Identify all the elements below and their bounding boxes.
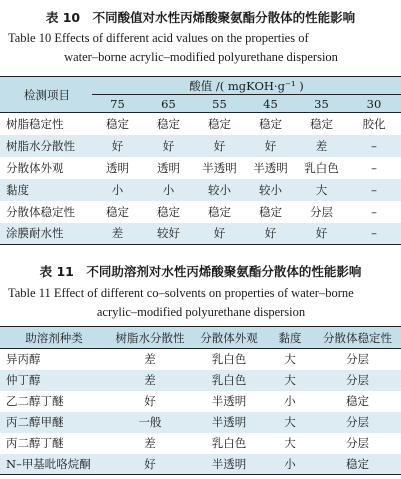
table-cell: – [347,135,401,157]
table-row [0,349,401,370]
table-cell: 差 [144,436,156,450]
table-cell: 半透明 [211,394,247,408]
table11-solvent: 仲丁醇 [0,370,108,391]
table-cell: 好 [194,135,245,157]
table10-item: 分散体稳定性 [6,204,75,219]
table10-col-header: 75 [92,95,143,113]
table-cell: 乳白色 [211,352,247,367]
table11-caption-cn: 表 11 不同助溶剂对水性丙烯酸聚氨酯分散体的性能影响 [39,264,362,279]
table-cell: 大 [284,436,296,450]
table-cell: 稳定 [106,204,129,219]
table-cell: 半透明 [253,160,288,175]
table-cell: 好 [144,394,156,408]
table10-col-header: 30 [347,95,401,113]
table10-item: 黏度 [0,179,92,201]
table-cell: 稳定 [208,204,231,219]
table-row [0,135,401,157]
table-cell: 透明 [157,160,180,175]
table10-caption-en-line1: Table 10 Effects of different acid values on the properties of [8,31,309,45]
table-cell: 稳定 [346,394,369,408]
table10-item: 涂膜耐水性 [0,223,92,245]
table11-caption-en-line1: Table 11 Effect of different co–solvents on properties of water–borne [8,286,354,300]
table-cell: 好 [194,223,245,245]
table10-item: 树脂水分散性 [0,135,92,157]
table-cell: 分层 [310,204,333,219]
table11-solvent: 丙二醇丁醚 [6,436,64,450]
table-cell: 差 [92,223,143,245]
table-cell: 大 [266,370,314,391]
table-cell: 分层 [346,436,369,450]
acid-value-table [0,76,401,245]
table-cell: 差 [108,370,192,391]
table11-col-header: 助溶剂种类 [0,327,108,349]
table10-caption-cn: 表 10 不同酸值对水性丙烯酸聚氨酯分散体的性能影响 [45,10,356,25]
table10-row-header: 检测项目 [0,77,92,113]
table10-col-header: 65 [143,95,194,113]
table-cell: 较好 [143,223,194,245]
table-cell: 半透明 [192,454,266,475]
table-cell: 稳定 [259,204,282,219]
table-row [0,391,401,412]
table11-col-header: 分散体外观 [192,327,266,349]
table-row [0,179,401,201]
table-cell: 稳定 [157,204,180,219]
table-cell: 半透明 [192,412,266,433]
table11-header-row [0,327,401,349]
table-cell: 较小 [194,179,245,201]
table-row [0,412,401,433]
table-cell: 好 [108,454,192,475]
table10-caption-en-line2: water–borne acrylic–modified polyurethane dispersion [64,50,338,64]
table-cell: 胶化 [362,116,386,131]
table-cell: – [371,204,377,219]
table10-group-header: 酸值 /( mgKOH·g⁻¹ ) [92,77,401,95]
table11-caption-en-line2: acrylic–modified polyurethane dispersion [96,305,306,319]
table-cell: 好 [245,223,296,245]
table-cell: 差 [144,352,156,367]
table-row [0,223,401,245]
table10-header-row [0,77,401,95]
table-cell: 分层 [314,412,401,433]
table-row [0,113,401,135]
table10-col-header: 45 [245,95,296,113]
table11-col-header: 分散体稳定性 [314,327,401,349]
table-cell: 小 [92,179,143,201]
table-row [0,157,401,179]
table11-solvent: N–甲基吡咯烷酮 [0,454,108,475]
table-cell: 大 [284,352,296,367]
table-cell: 稳定 [157,116,180,131]
table-cell: 乳白色 [211,436,247,450]
table-cell: 稳定 [314,454,401,475]
table10-col-header: 35 [296,95,347,113]
table10-item: 树脂稳定性 [6,116,64,131]
table-row [0,454,401,475]
table-cell: 大 [296,179,347,201]
table-cell: 小 [284,394,296,408]
table-cell: 半透明 [202,160,237,175]
table10-col-header: 55 [194,95,245,113]
table-cell: – [347,179,401,201]
table-cell: 乳白色 [192,370,266,391]
table-row [0,433,401,454]
table-cell: 稳定 [106,116,129,131]
table-row [0,201,401,223]
table10-caption-en [8,29,394,67]
table-cell: 乳白色 [304,160,339,175]
table-cell: 分层 [314,370,401,391]
table-cell: 好 [92,135,143,157]
table-cell: 一般 [108,412,192,433]
table-cell: 较小 [245,179,296,201]
table-cell: 分层 [346,352,369,367]
table11-solvent: 丙二醇甲醚 [0,412,108,433]
table11-col-header: 黏度 [266,327,314,349]
table-cell: 稳定 [208,116,231,131]
table-cell: 大 [266,412,314,433]
table-row [0,370,401,391]
table-cell: 小 [143,179,194,201]
table-cell: 好 [296,223,347,245]
table-cell: 差 [296,135,347,157]
table10-item: 分散体外观 [6,160,64,175]
table-cell: 稳定 [310,116,333,131]
table-cell: 透明 [106,160,129,175]
co-solvent-table [0,326,401,475]
table11-caption-en [8,284,394,322]
table11-solvent: 乙二醇丁醚 [6,394,64,408]
table-cell: – [371,160,377,175]
table-cell: 好 [245,135,296,157]
table-cell: 稳定 [259,116,282,131]
table-cell: 小 [266,454,314,475]
table11-solvent: 异丙醇 [6,352,41,367]
table11-col-header: 树脂水分散性 [108,327,192,349]
table-cell: – [347,223,401,245]
table-cell: 好 [143,135,194,157]
